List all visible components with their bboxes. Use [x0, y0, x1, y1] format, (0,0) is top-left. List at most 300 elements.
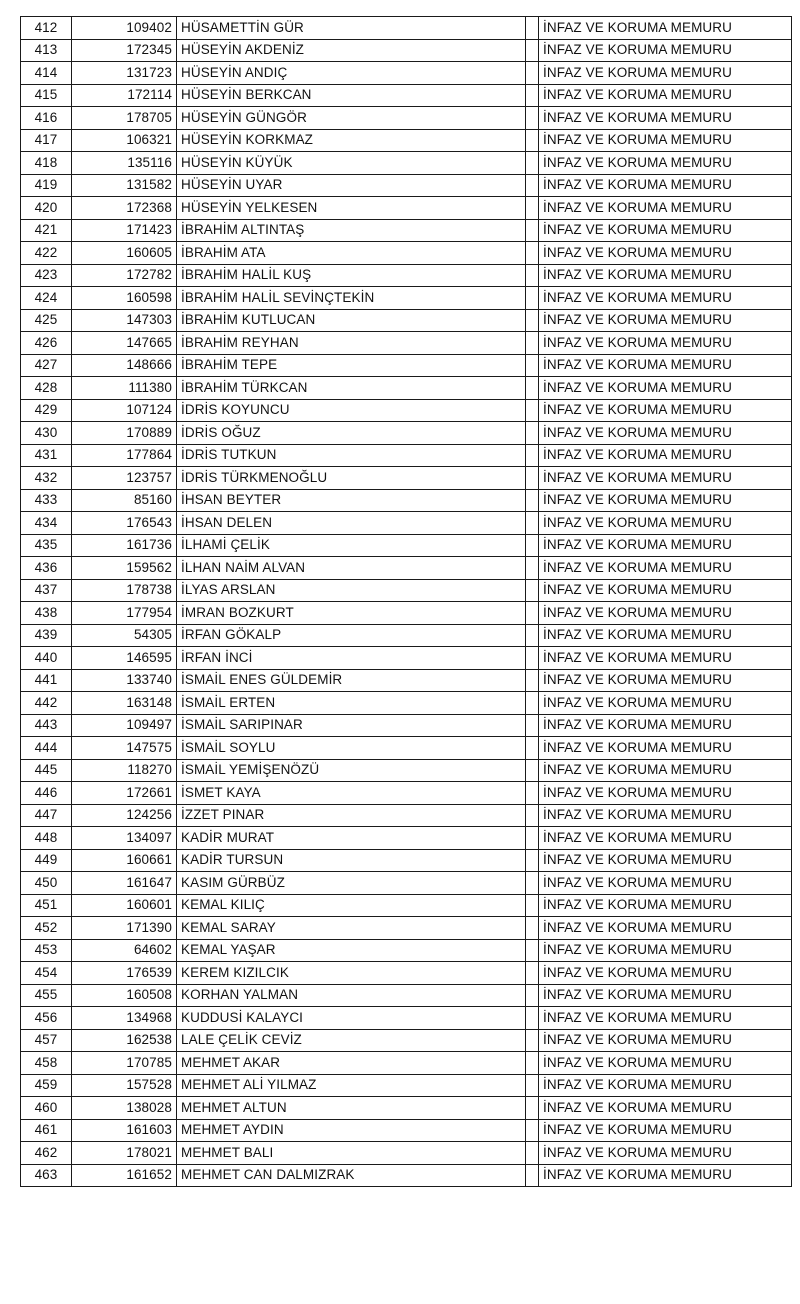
row-number-cell: 439 [21, 624, 72, 647]
table-row [21, 984, 792, 1007]
registry-number-cell: 161736 [72, 534, 177, 557]
row-number-cell: 445 [21, 759, 72, 782]
registry-number-cell: 171390 [72, 917, 177, 940]
row-number-cell: 436 [21, 557, 72, 580]
registry-number-cell: 160605 [72, 242, 177, 265]
table-row [21, 1097, 792, 1120]
column-gap [526, 107, 539, 130]
row-number-cell: 450 [21, 872, 72, 895]
job-title-cell: İNFAZ VE KORUMA MEMURU [539, 647, 792, 670]
row-number-cell: 417 [21, 129, 72, 152]
table-row [21, 309, 792, 332]
full-name-cell: İLYAS ARSLAN [177, 579, 526, 602]
table-row [21, 917, 792, 940]
table-row [21, 804, 792, 827]
full-name-cell: KADİR TURSUN [177, 849, 526, 872]
full-name-cell: KEMAL SARAY [177, 917, 526, 940]
job-title-cell: İNFAZ VE KORUMA MEMURU [539, 17, 792, 40]
column-gap [526, 152, 539, 175]
column-gap [526, 422, 539, 445]
registry-number-cell: 157528 [72, 1074, 177, 1097]
row-number-cell: 453 [21, 939, 72, 962]
full-name-cell: İDRİS TUTKUN [177, 444, 526, 467]
column-gap [526, 557, 539, 580]
registry-number-cell: 172345 [72, 39, 177, 62]
registry-number-cell: 123757 [72, 467, 177, 490]
full-name-cell: İRFAN İNCİ [177, 647, 526, 670]
full-name-cell: İBRAHİM KUTLUCAN [177, 309, 526, 332]
table-row [21, 129, 792, 152]
row-number-cell: 418 [21, 152, 72, 175]
column-gap [526, 242, 539, 265]
column-gap [526, 1097, 539, 1120]
column-gap [526, 962, 539, 985]
row-number-cell: 440 [21, 647, 72, 670]
registry-number-cell: 160508 [72, 984, 177, 1007]
job-title-cell: İNFAZ VE KORUMA MEMURU [539, 1097, 792, 1120]
registry-number-cell: 176539 [72, 962, 177, 985]
job-title-cell: İNFAZ VE KORUMA MEMURU [539, 737, 792, 760]
job-title-cell: İNFAZ VE KORUMA MEMURU [539, 242, 792, 265]
column-gap [526, 264, 539, 287]
job-title-cell: İNFAZ VE KORUMA MEMURU [539, 467, 792, 490]
full-name-cell: KEMAL KILIÇ [177, 894, 526, 917]
registry-number-cell: 178705 [72, 107, 177, 130]
column-gap [526, 489, 539, 512]
registry-number-cell: 148666 [72, 354, 177, 377]
row-number-cell: 454 [21, 962, 72, 985]
row-number-cell: 419 [21, 174, 72, 197]
job-title-cell: İNFAZ VE KORUMA MEMURU [539, 264, 792, 287]
row-number-cell: 433 [21, 489, 72, 512]
full-name-cell: İZZET PINAR [177, 804, 526, 827]
table-row [21, 1119, 792, 1142]
job-title-cell: İNFAZ VE KORUMA MEMURU [539, 62, 792, 85]
registry-number-cell: 109497 [72, 714, 177, 737]
registry-number-cell: 176543 [72, 512, 177, 535]
column-gap [526, 714, 539, 737]
registry-number-cell: 171423 [72, 219, 177, 242]
column-gap [526, 1119, 539, 1142]
column-gap [526, 39, 539, 62]
job-title-cell: İNFAZ VE KORUMA MEMURU [539, 557, 792, 580]
full-name-cell: İBRAHİM ATA [177, 242, 526, 265]
row-number-cell: 456 [21, 1007, 72, 1030]
full-name-cell: HÜSEYİN GÜNGÖR [177, 107, 526, 130]
row-number-cell: 451 [21, 894, 72, 917]
column-gap [526, 1074, 539, 1097]
job-title-cell: İNFAZ VE KORUMA MEMURU [539, 174, 792, 197]
row-number-cell: 457 [21, 1029, 72, 1052]
registry-number-cell: 54305 [72, 624, 177, 647]
row-number-cell: 435 [21, 534, 72, 557]
column-gap [526, 669, 539, 692]
row-number-cell: 426 [21, 332, 72, 355]
registry-number-cell: 160661 [72, 849, 177, 872]
job-title-cell: İNFAZ VE KORUMA MEMURU [539, 984, 792, 1007]
full-name-cell: İBRAHİM TÜRKCAN [177, 377, 526, 400]
job-title-cell: İNFAZ VE KORUMA MEMURU [539, 917, 792, 940]
table-row [21, 827, 792, 850]
full-name-cell: KEMAL YAŞAR [177, 939, 526, 962]
full-name-cell: İHSAN BEYTER [177, 489, 526, 512]
column-gap [526, 759, 539, 782]
column-gap [526, 467, 539, 490]
table-row [21, 602, 792, 625]
job-title-cell: İNFAZ VE KORUMA MEMURU [539, 219, 792, 242]
table-row [21, 264, 792, 287]
job-title-cell: İNFAZ VE KORUMA MEMURU [539, 624, 792, 647]
row-number-cell: 448 [21, 827, 72, 850]
job-title-cell: İNFAZ VE KORUMA MEMURU [539, 309, 792, 332]
row-number-cell: 431 [21, 444, 72, 467]
column-gap [526, 354, 539, 377]
table-row [21, 107, 792, 130]
registry-number-cell: 160598 [72, 287, 177, 310]
table-row [21, 512, 792, 535]
column-gap [526, 804, 539, 827]
full-name-cell: İMRAN BOZKURT [177, 602, 526, 625]
row-number-cell: 460 [21, 1097, 72, 1120]
column-gap [526, 512, 539, 535]
full-name-cell: MEHMET AYDIN [177, 1119, 526, 1142]
column-gap [526, 984, 539, 1007]
registry-number-cell: 177954 [72, 602, 177, 625]
registry-number-cell: 178738 [72, 579, 177, 602]
row-number-cell: 416 [21, 107, 72, 130]
full-name-cell: İBRAHİM TEPE [177, 354, 526, 377]
registry-number-cell: 163148 [72, 692, 177, 715]
row-number-cell: 421 [21, 219, 72, 242]
personnel-table [20, 16, 792, 1187]
registry-number-cell: 172782 [72, 264, 177, 287]
job-title-cell: İNFAZ VE KORUMA MEMURU [539, 939, 792, 962]
registry-number-cell: 159562 [72, 557, 177, 580]
table-row [21, 17, 792, 40]
full-name-cell: KASIM GÜRBÜZ [177, 872, 526, 895]
row-number-cell: 459 [21, 1074, 72, 1097]
column-gap [526, 444, 539, 467]
full-name-cell: MEHMET ALİ YILMAZ [177, 1074, 526, 1097]
column-gap [526, 332, 539, 355]
job-title-cell: İNFAZ VE KORUMA MEMURU [539, 1119, 792, 1142]
registry-number-cell: 177864 [72, 444, 177, 467]
table-row [21, 579, 792, 602]
column-gap [526, 174, 539, 197]
table-row [21, 714, 792, 737]
job-title-cell: İNFAZ VE KORUMA MEMURU [539, 444, 792, 467]
full-name-cell: İHSAN DELEN [177, 512, 526, 535]
table-row [21, 759, 792, 782]
row-number-cell: 413 [21, 39, 72, 62]
column-gap [526, 939, 539, 962]
full-name-cell: HÜSAMETTİN GÜR [177, 17, 526, 40]
table-row [21, 399, 792, 422]
full-name-cell: HÜSEYİN KORKMAZ [177, 129, 526, 152]
row-number-cell: 415 [21, 84, 72, 107]
table-row [21, 534, 792, 557]
row-number-cell: 461 [21, 1119, 72, 1142]
full-name-cell: HÜSEYİN YELKESEN [177, 197, 526, 220]
full-name-cell: HÜSEYİN KÜYÜK [177, 152, 526, 175]
full-name-cell: HÜSEYİN AKDENİZ [177, 39, 526, 62]
column-gap [526, 624, 539, 647]
column-gap [526, 129, 539, 152]
table-row [21, 39, 792, 62]
registry-number-cell: 172114 [72, 84, 177, 107]
column-gap [526, 534, 539, 557]
column-gap [526, 782, 539, 805]
row-number-cell: 424 [21, 287, 72, 310]
registry-number-cell: 135116 [72, 152, 177, 175]
full-name-cell: MEHMET ALTUN [177, 1097, 526, 1120]
job-title-cell: İNFAZ VE KORUMA MEMURU [539, 1052, 792, 1075]
column-gap [526, 1007, 539, 1030]
table-row [21, 489, 792, 512]
column-gap [526, 1029, 539, 1052]
job-title-cell: İNFAZ VE KORUMA MEMURU [539, 377, 792, 400]
full-name-cell: İSMAİL ERTEN [177, 692, 526, 715]
row-number-cell: 412 [21, 17, 72, 40]
column-gap [526, 579, 539, 602]
table-row [21, 152, 792, 175]
table-row [21, 1052, 792, 1075]
registry-number-cell: 161603 [72, 1119, 177, 1142]
full-name-cell: MEHMET BALI [177, 1142, 526, 1165]
registry-number-cell: 107124 [72, 399, 177, 422]
job-title-cell: İNFAZ VE KORUMA MEMURU [539, 714, 792, 737]
job-title-cell: İNFAZ VE KORUMA MEMURU [539, 354, 792, 377]
table-row [21, 174, 792, 197]
table-row [21, 647, 792, 670]
registry-number-cell: 133740 [72, 669, 177, 692]
column-gap [526, 1052, 539, 1075]
row-number-cell: 449 [21, 849, 72, 872]
column-gap [526, 647, 539, 670]
row-number-cell: 429 [21, 399, 72, 422]
full-name-cell: LALE ÇELİK CEVİZ [177, 1029, 526, 1052]
job-title-cell: İNFAZ VE KORUMA MEMURU [539, 332, 792, 355]
column-gap [526, 1164, 539, 1187]
job-title-cell: İNFAZ VE KORUMA MEMURU [539, 782, 792, 805]
table-row [21, 894, 792, 917]
column-gap [526, 219, 539, 242]
job-title-cell: İNFAZ VE KORUMA MEMURU [539, 962, 792, 985]
registry-number-cell: 64602 [72, 939, 177, 962]
registry-number-cell: 109402 [72, 17, 177, 40]
job-title-cell: İNFAZ VE KORUMA MEMURU [539, 894, 792, 917]
table-row [21, 962, 792, 985]
job-title-cell: İNFAZ VE KORUMA MEMURU [539, 129, 792, 152]
table-row [21, 377, 792, 400]
row-number-cell: 438 [21, 602, 72, 625]
job-title-cell: İNFAZ VE KORUMA MEMURU [539, 602, 792, 625]
row-number-cell: 463 [21, 1164, 72, 1187]
registry-number-cell: 172368 [72, 197, 177, 220]
row-number-cell: 423 [21, 264, 72, 287]
full-name-cell: İDRİS KOYUNCU [177, 399, 526, 422]
job-title-cell: İNFAZ VE KORUMA MEMURU [539, 804, 792, 827]
table-row [21, 872, 792, 895]
job-title-cell: İNFAZ VE KORUMA MEMURU [539, 39, 792, 62]
job-title-cell: İNFAZ VE KORUMA MEMURU [539, 759, 792, 782]
table-row [21, 624, 792, 647]
table-row [21, 939, 792, 962]
table-row [21, 737, 792, 760]
full-name-cell: KEREM KIZILCIK [177, 962, 526, 985]
job-title-cell: İNFAZ VE KORUMA MEMURU [539, 1074, 792, 1097]
column-gap [526, 1142, 539, 1165]
table-row [21, 197, 792, 220]
table-row [21, 1074, 792, 1097]
registry-number-cell: 134097 [72, 827, 177, 850]
registry-number-cell: 172661 [72, 782, 177, 805]
full-name-cell: KADİR MURAT [177, 827, 526, 850]
column-gap [526, 84, 539, 107]
job-title-cell: İNFAZ VE KORUMA MEMURU [539, 152, 792, 175]
full-name-cell: HÜSEYİN UYAR [177, 174, 526, 197]
row-number-cell: 437 [21, 579, 72, 602]
table-row [21, 422, 792, 445]
job-title-cell: İNFAZ VE KORUMA MEMURU [539, 287, 792, 310]
full-name-cell: İBRAHİM HALİL SEVİNÇTEKİN [177, 287, 526, 310]
job-title-cell: İNFAZ VE KORUMA MEMURU [539, 399, 792, 422]
column-gap [526, 399, 539, 422]
column-gap [526, 62, 539, 85]
registry-number-cell: 85160 [72, 489, 177, 512]
registry-number-cell: 111380 [72, 377, 177, 400]
job-title-cell: İNFAZ VE KORUMA MEMURU [539, 579, 792, 602]
row-number-cell: 430 [21, 422, 72, 445]
row-number-cell: 428 [21, 377, 72, 400]
registry-number-cell: 170785 [72, 1052, 177, 1075]
registry-number-cell: 124256 [72, 804, 177, 827]
registry-number-cell: 131723 [72, 62, 177, 85]
job-title-cell: İNFAZ VE KORUMA MEMURU [539, 669, 792, 692]
row-number-cell: 452 [21, 917, 72, 940]
table-row [21, 1007, 792, 1030]
full-name-cell: İRFAN GÖKALP [177, 624, 526, 647]
table-row [21, 782, 792, 805]
registry-number-cell: 161652 [72, 1164, 177, 1187]
job-title-cell: İNFAZ VE KORUMA MEMURU [539, 84, 792, 107]
registry-number-cell: 146595 [72, 647, 177, 670]
registry-number-cell: 170889 [72, 422, 177, 445]
full-name-cell: İSMAİL YEMİŞENÖZÜ [177, 759, 526, 782]
table-row [21, 332, 792, 355]
full-name-cell: İSMAİL ENES GÜLDEMİR [177, 669, 526, 692]
registry-number-cell: 178021 [72, 1142, 177, 1165]
full-name-cell: KORHAN YALMAN [177, 984, 526, 1007]
job-title-cell: İNFAZ VE KORUMA MEMURU [539, 197, 792, 220]
table-row [21, 84, 792, 107]
registry-number-cell: 161647 [72, 872, 177, 895]
row-number-cell: 422 [21, 242, 72, 265]
registry-number-cell: 162538 [72, 1029, 177, 1052]
table-row [21, 669, 792, 692]
row-number-cell: 414 [21, 62, 72, 85]
table-row [21, 1164, 792, 1187]
registry-number-cell: 147303 [72, 309, 177, 332]
job-title-cell: İNFAZ VE KORUMA MEMURU [539, 489, 792, 512]
row-number-cell: 443 [21, 714, 72, 737]
registry-number-cell: 160601 [72, 894, 177, 917]
row-number-cell: 441 [21, 669, 72, 692]
full-name-cell: İDRİS OĞUZ [177, 422, 526, 445]
table-row [21, 849, 792, 872]
column-gap [526, 827, 539, 850]
full-name-cell: İLHAN NAİM ALVAN [177, 557, 526, 580]
job-title-cell: İNFAZ VE KORUMA MEMURU [539, 1029, 792, 1052]
table-row [21, 557, 792, 580]
job-title-cell: İNFAZ VE KORUMA MEMURU [539, 422, 792, 445]
column-gap [526, 894, 539, 917]
registry-number-cell: 147575 [72, 737, 177, 760]
row-number-cell: 427 [21, 354, 72, 377]
registry-number-cell: 138028 [72, 1097, 177, 1120]
full-name-cell: İLHAMİ ÇELİK [177, 534, 526, 557]
row-number-cell: 420 [21, 197, 72, 220]
full-name-cell: İSMAİL SARIPINAR [177, 714, 526, 737]
table-row [21, 354, 792, 377]
column-gap [526, 377, 539, 400]
row-number-cell: 432 [21, 467, 72, 490]
column-gap [526, 197, 539, 220]
column-gap [526, 917, 539, 940]
job-title-cell: İNFAZ VE KORUMA MEMURU [539, 107, 792, 130]
job-title-cell: İNFAZ VE KORUMA MEMURU [539, 827, 792, 850]
full-name-cell: İSMET KAYA [177, 782, 526, 805]
row-number-cell: 446 [21, 782, 72, 805]
full-name-cell: MEHMET AKAR [177, 1052, 526, 1075]
row-number-cell: 455 [21, 984, 72, 1007]
job-title-cell: İNFAZ VE KORUMA MEMURU [539, 1164, 792, 1187]
full-name-cell: İBRAHİM ALTINTAŞ [177, 219, 526, 242]
full-name-cell: MEHMET CAN DALMIZRAK [177, 1164, 526, 1187]
column-gap [526, 872, 539, 895]
registry-number-cell: 134968 [72, 1007, 177, 1030]
table-row [21, 1029, 792, 1052]
table-row [21, 692, 792, 715]
job-title-cell: İNFAZ VE KORUMA MEMURU [539, 692, 792, 715]
full-name-cell: HÜSEYİN ANDIÇ [177, 62, 526, 85]
table-row [21, 444, 792, 467]
row-number-cell: 462 [21, 1142, 72, 1165]
full-name-cell: İSMAİL SOYLU [177, 737, 526, 760]
registry-number-cell: 118270 [72, 759, 177, 782]
table-row [21, 467, 792, 490]
full-name-cell: İDRİS TÜRKMENOĞLU [177, 467, 526, 490]
column-gap [526, 602, 539, 625]
column-gap [526, 692, 539, 715]
table-row [21, 287, 792, 310]
full-name-cell: İBRAHİM REYHAN [177, 332, 526, 355]
registry-number-cell: 106321 [72, 129, 177, 152]
full-name-cell: HÜSEYİN BERKCAN [177, 84, 526, 107]
job-title-cell: İNFAZ VE KORUMA MEMURU [539, 512, 792, 535]
personnel-table-body [21, 17, 792, 1187]
row-number-cell: 447 [21, 804, 72, 827]
row-number-cell: 442 [21, 692, 72, 715]
row-number-cell: 425 [21, 309, 72, 332]
column-gap [526, 737, 539, 760]
registry-number-cell: 131582 [72, 174, 177, 197]
column-gap [526, 17, 539, 40]
job-title-cell: İNFAZ VE KORUMA MEMURU [539, 872, 792, 895]
row-number-cell: 444 [21, 737, 72, 760]
registry-number-cell: 147665 [72, 332, 177, 355]
job-title-cell: İNFAZ VE KORUMA MEMURU [539, 849, 792, 872]
